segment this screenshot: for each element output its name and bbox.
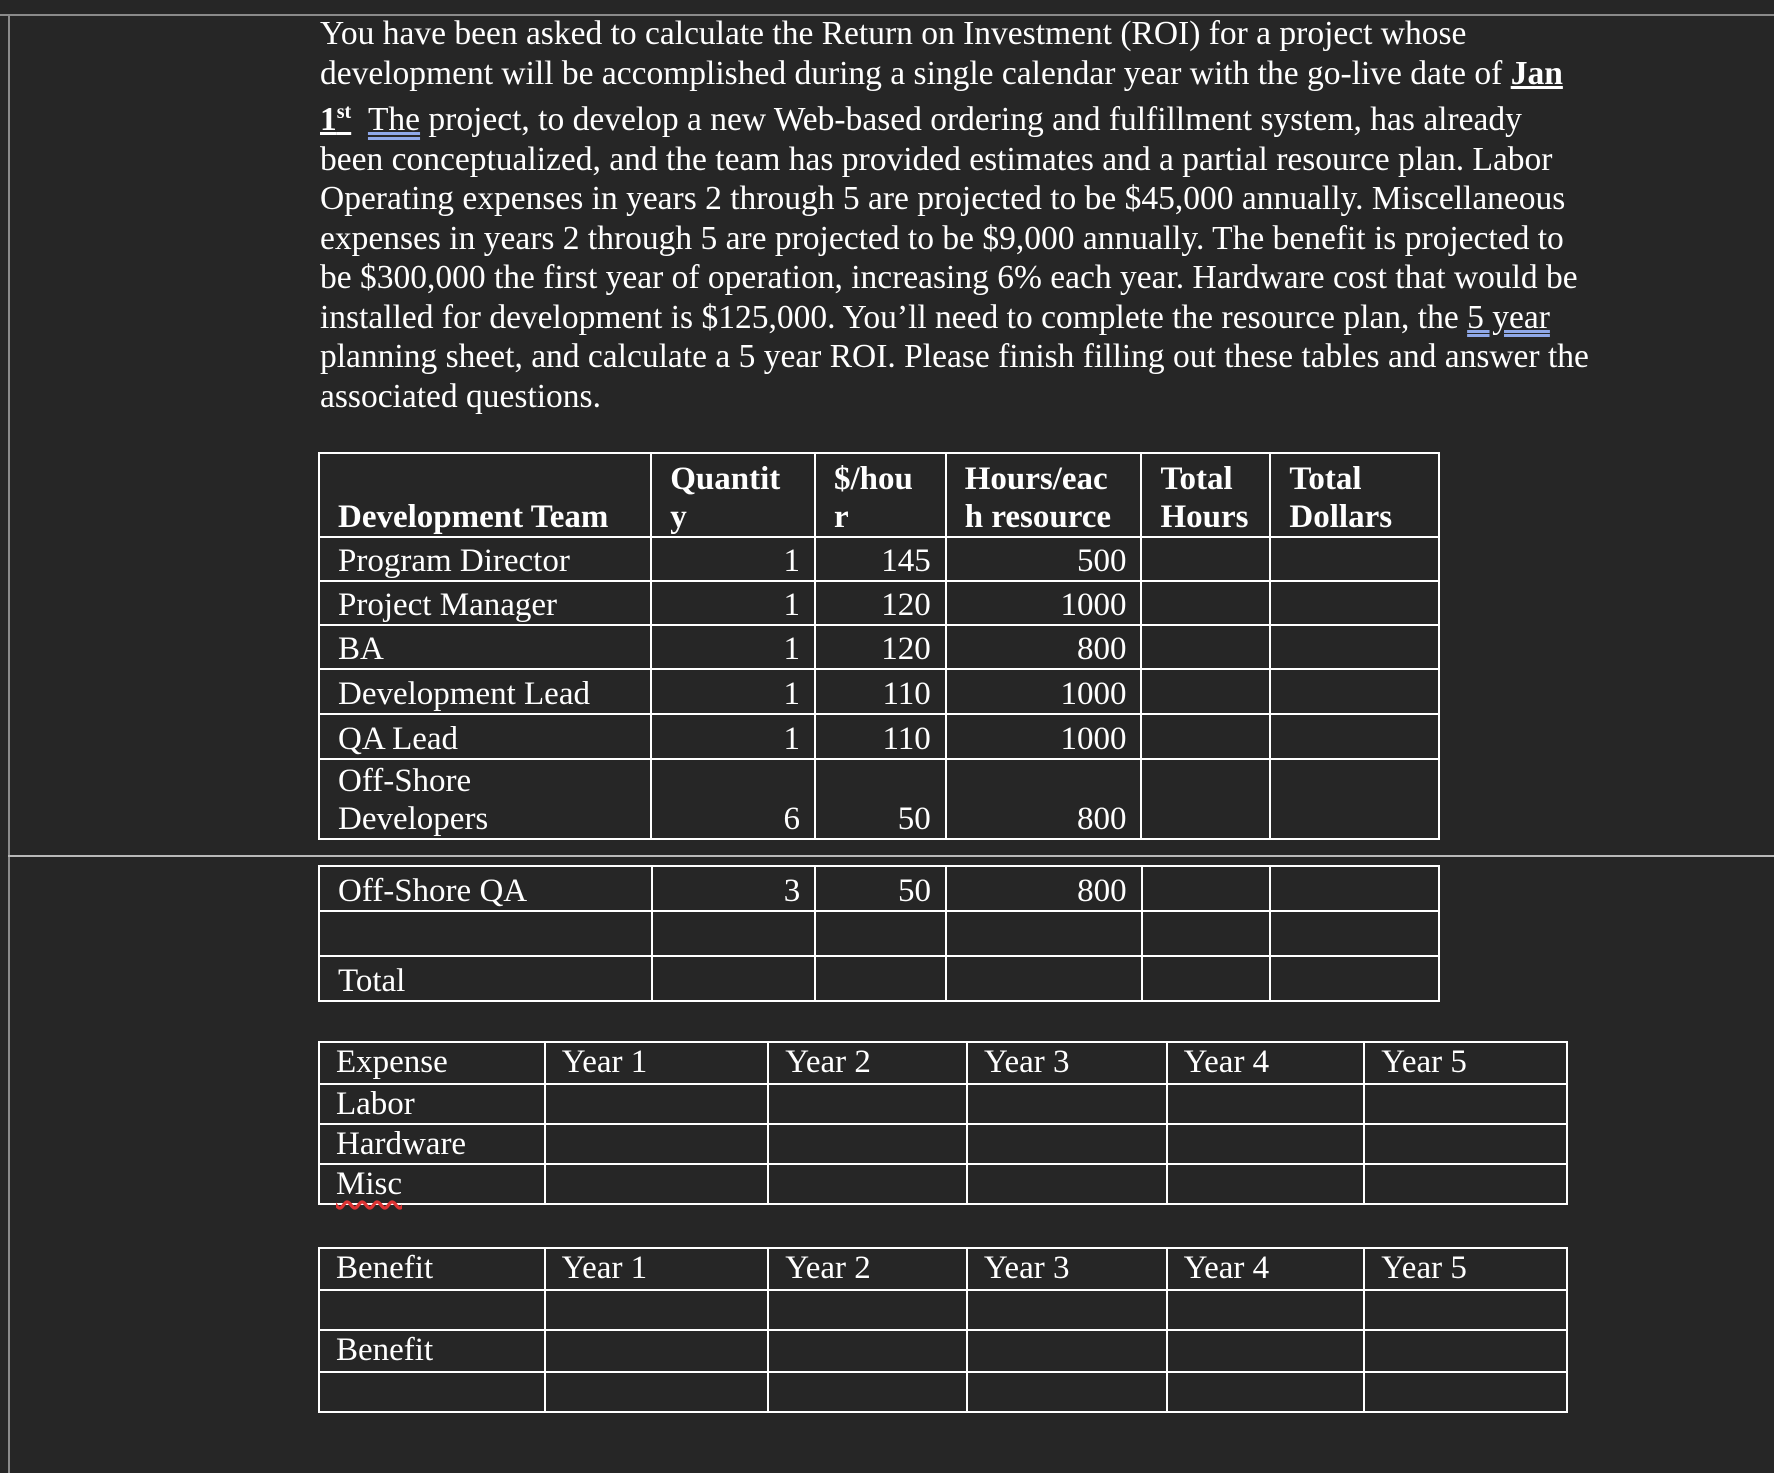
resource-plan-table bbox=[318, 452, 1440, 840]
empty-cell[interactable] bbox=[652, 911, 816, 956]
role-cell: Program Director bbox=[319, 537, 651, 581]
header-benefit: Benefit bbox=[319, 1248, 545, 1290]
total-dollars-cell[interactable] bbox=[1270, 866, 1439, 911]
page-break-line bbox=[8, 855, 1774, 857]
table-row bbox=[319, 1290, 1567, 1330]
table-row bbox=[319, 625, 1439, 669]
empty-cell[interactable] bbox=[545, 1330, 769, 1372]
empty-cell[interactable] bbox=[1364, 1372, 1567, 1412]
rate-cell: 50 bbox=[815, 759, 946, 839]
role-cell: Off-Shore Developers bbox=[319, 759, 651, 839]
table-row bbox=[319, 911, 1439, 956]
table-row bbox=[319, 866, 1439, 911]
resource-plan-table-continued bbox=[318, 865, 1440, 1002]
expense-row-misc bbox=[319, 1164, 1567, 1204]
empty-cell[interactable] bbox=[768, 1290, 967, 1330]
quantity-cell: 1 bbox=[651, 625, 815, 669]
empty-cell[interactable] bbox=[1167, 1330, 1365, 1372]
empty-cell[interactable] bbox=[1167, 1084, 1365, 1124]
rate-cell: 110 bbox=[815, 714, 946, 759]
intro-the-word: The bbox=[367, 101, 421, 139]
header-year-3: Year 3 bbox=[967, 1248, 1167, 1290]
total-hours-cell[interactable] bbox=[1142, 866, 1271, 911]
table-row bbox=[319, 714, 1439, 759]
left-border-line bbox=[8, 14, 10, 1473]
intro-paragraph bbox=[320, 14, 1590, 416]
empty-cell[interactable] bbox=[967, 1084, 1167, 1124]
intro-five-year: 5 year bbox=[1467, 298, 1550, 336]
empty-cell[interactable] bbox=[1364, 1164, 1567, 1204]
empty-cell[interactable] bbox=[1142, 911, 1271, 956]
hours-cell: 500 bbox=[946, 537, 1142, 581]
header-year-2: Year 2 bbox=[768, 1042, 967, 1084]
empty-cell[interactable] bbox=[319, 1372, 545, 1412]
rate-cell: 110 bbox=[815, 669, 946, 714]
empty-cell[interactable] bbox=[967, 1330, 1167, 1372]
empty-cell[interactable] bbox=[1167, 1124, 1365, 1164]
empty-cell[interactable] bbox=[1270, 911, 1439, 956]
total-dollars-cell[interactable] bbox=[1270, 625, 1439, 669]
intro-text-3: planning sheet, and calculate a 5 year ROI. Please finish filling out these tables and answer the associated questions. bbox=[320, 338, 1589, 415]
total-hours-cell[interactable] bbox=[1141, 714, 1270, 759]
header-total-dollars: Total Dollars bbox=[1270, 453, 1439, 537]
total-hours-cell[interactable] bbox=[1141, 669, 1270, 714]
row-label-misc: Misc bbox=[319, 1164, 545, 1204]
benefit-table bbox=[318, 1247, 1568, 1413]
total-quantity-cell[interactable] bbox=[652, 956, 816, 1001]
table-row bbox=[319, 1372, 1567, 1412]
header-expense: Expense bbox=[319, 1042, 545, 1084]
empty-cell[interactable] bbox=[1364, 1084, 1567, 1124]
header-year-5: Year 5 bbox=[1364, 1042, 1567, 1084]
hours-cell: 1000 bbox=[946, 669, 1142, 714]
empty-cell[interactable] bbox=[1364, 1290, 1567, 1330]
table-row bbox=[319, 581, 1439, 625]
total-hours-cell[interactable] bbox=[1141, 581, 1270, 625]
expense-row-labor bbox=[319, 1084, 1567, 1124]
hours-cell: 800 bbox=[946, 866, 1142, 911]
row-label-hardware: Hardware bbox=[319, 1124, 545, 1164]
role-cell: QA Lead bbox=[319, 714, 651, 759]
resource-header-row bbox=[319, 453, 1439, 537]
header-year-3: Year 3 bbox=[967, 1042, 1167, 1084]
total-hours-cell[interactable] bbox=[1142, 956, 1271, 1001]
table-row bbox=[319, 759, 1439, 839]
header-rate: $/hou r bbox=[815, 453, 946, 537]
expense-row-hardware bbox=[319, 1124, 1567, 1164]
intro-text-2: project, to develop a new Web-based ordering and fulfillment system, has already been conceptualized, and the team has provided estimates and a partial resource plan. Labor Operating expenses in years 2 through 5 are projected to be $45,000 annually. Miscellaneous expenses in years 2 through 5 are projected to be $9,000 annually. The benefit is projected to be $300,000 the first year of operation, increasing 6% each year. Hardware cost that would be installed for development is $125,000. You’ll need to complete the resource plan, the bbox=[320, 101, 1578, 336]
empty-cell[interactable] bbox=[545, 1372, 769, 1412]
total-row bbox=[319, 956, 1439, 1001]
hours-cell: 1000 bbox=[946, 714, 1142, 759]
header-year-4: Year 4 bbox=[1167, 1248, 1365, 1290]
empty-cell[interactable] bbox=[946, 911, 1142, 956]
header-year-5: Year 5 bbox=[1364, 1248, 1567, 1290]
empty-cell[interactable] bbox=[768, 1084, 967, 1124]
hours-cell: 800 bbox=[946, 759, 1142, 839]
rate-cell: 145 bbox=[815, 537, 946, 581]
row-label-labor: Labor bbox=[319, 1084, 545, 1124]
header-development-team: Development Team bbox=[319, 453, 651, 537]
total-hours-cell[interactable] bbox=[1141, 759, 1270, 839]
header-year-1: Year 1 bbox=[545, 1248, 769, 1290]
empty-cell[interactable] bbox=[967, 1124, 1167, 1164]
quantity-cell: 3 bbox=[652, 866, 816, 911]
empty-cell[interactable] bbox=[545, 1164, 769, 1204]
empty-cell[interactable] bbox=[768, 1164, 967, 1204]
total-hours-cell[interactable] bbox=[1141, 537, 1270, 581]
total-hours-cell[interactable] bbox=[1141, 625, 1270, 669]
header-year-2: Year 2 bbox=[768, 1248, 967, 1290]
empty-cell[interactable] bbox=[768, 1372, 967, 1412]
table-row bbox=[319, 537, 1439, 581]
role-cell: Development Lead bbox=[319, 669, 651, 714]
total-rate-cell[interactable] bbox=[815, 956, 946, 1001]
intro-text-1: You have been asked to calculate the Return on Investment (ROI) for a project whose development will be accomplished during a single calendar year with the go-live date of bbox=[320, 15, 1511, 92]
total-dollars-cell[interactable] bbox=[1270, 537, 1439, 581]
total-hours-each-cell[interactable] bbox=[946, 956, 1142, 1001]
benefit-header-row bbox=[319, 1248, 1567, 1290]
total-dollars-cell[interactable] bbox=[1270, 714, 1439, 759]
quantity-cell: 1 bbox=[651, 537, 815, 581]
empty-cell[interactable] bbox=[967, 1164, 1167, 1204]
role-cell: Project Manager bbox=[319, 581, 651, 625]
rate-cell: 120 bbox=[815, 581, 946, 625]
empty-cell[interactable] bbox=[545, 1290, 769, 1330]
rate-cell: 120 bbox=[815, 625, 946, 669]
role-cell: BA bbox=[319, 625, 651, 669]
role-cell: Off-Shore QA bbox=[319, 866, 652, 911]
empty-cell[interactable] bbox=[815, 911, 946, 956]
empty-cell[interactable] bbox=[768, 1330, 967, 1372]
empty-cell[interactable] bbox=[319, 911, 652, 956]
empty-cell[interactable] bbox=[319, 1290, 545, 1330]
hours-cell: 1000 bbox=[946, 581, 1142, 625]
empty-cell[interactable] bbox=[1167, 1164, 1365, 1204]
empty-cell[interactable] bbox=[545, 1084, 769, 1124]
hours-cell: 800 bbox=[946, 625, 1142, 669]
empty-cell[interactable] bbox=[768, 1124, 967, 1164]
table-row bbox=[319, 669, 1439, 714]
total-dollars-cell[interactable] bbox=[1270, 956, 1439, 1001]
total-dollars-cell[interactable] bbox=[1270, 581, 1439, 625]
empty-cell[interactable] bbox=[545, 1124, 769, 1164]
quantity-cell: 1 bbox=[651, 581, 815, 625]
quantity-cell: 6 bbox=[651, 759, 815, 839]
total-label: Total bbox=[319, 956, 652, 1001]
empty-cell[interactable] bbox=[967, 1290, 1167, 1330]
rate-cell: 50 bbox=[815, 866, 946, 911]
quantity-cell: 1 bbox=[651, 669, 815, 714]
go-live-date: Jan 1st bbox=[320, 54, 1563, 139]
empty-cell[interactable] bbox=[1167, 1290, 1365, 1330]
header-total-hours: Total Hours bbox=[1141, 453, 1270, 537]
total-dollars-cell[interactable] bbox=[1270, 669, 1439, 714]
empty-cell[interactable] bbox=[1167, 1372, 1365, 1412]
empty-cell[interactable] bbox=[1364, 1124, 1567, 1164]
header-year-4: Year 4 bbox=[1167, 1042, 1365, 1084]
header-year-1: Year 1 bbox=[545, 1042, 769, 1084]
header-hours-each: Hours/eac h resource bbox=[946, 453, 1142, 537]
expense-header-row bbox=[319, 1042, 1567, 1084]
expense-table bbox=[318, 1041, 1568, 1205]
total-dollars-cell[interactable] bbox=[1270, 759, 1439, 839]
header-quantity: Quantit y bbox=[651, 453, 815, 537]
row-label-benefit: Benefit bbox=[319, 1330, 545, 1372]
benefit-row bbox=[319, 1330, 1567, 1372]
quantity-cell: 1 bbox=[651, 714, 815, 759]
empty-cell[interactable] bbox=[1364, 1330, 1567, 1372]
empty-cell[interactable] bbox=[967, 1372, 1167, 1412]
